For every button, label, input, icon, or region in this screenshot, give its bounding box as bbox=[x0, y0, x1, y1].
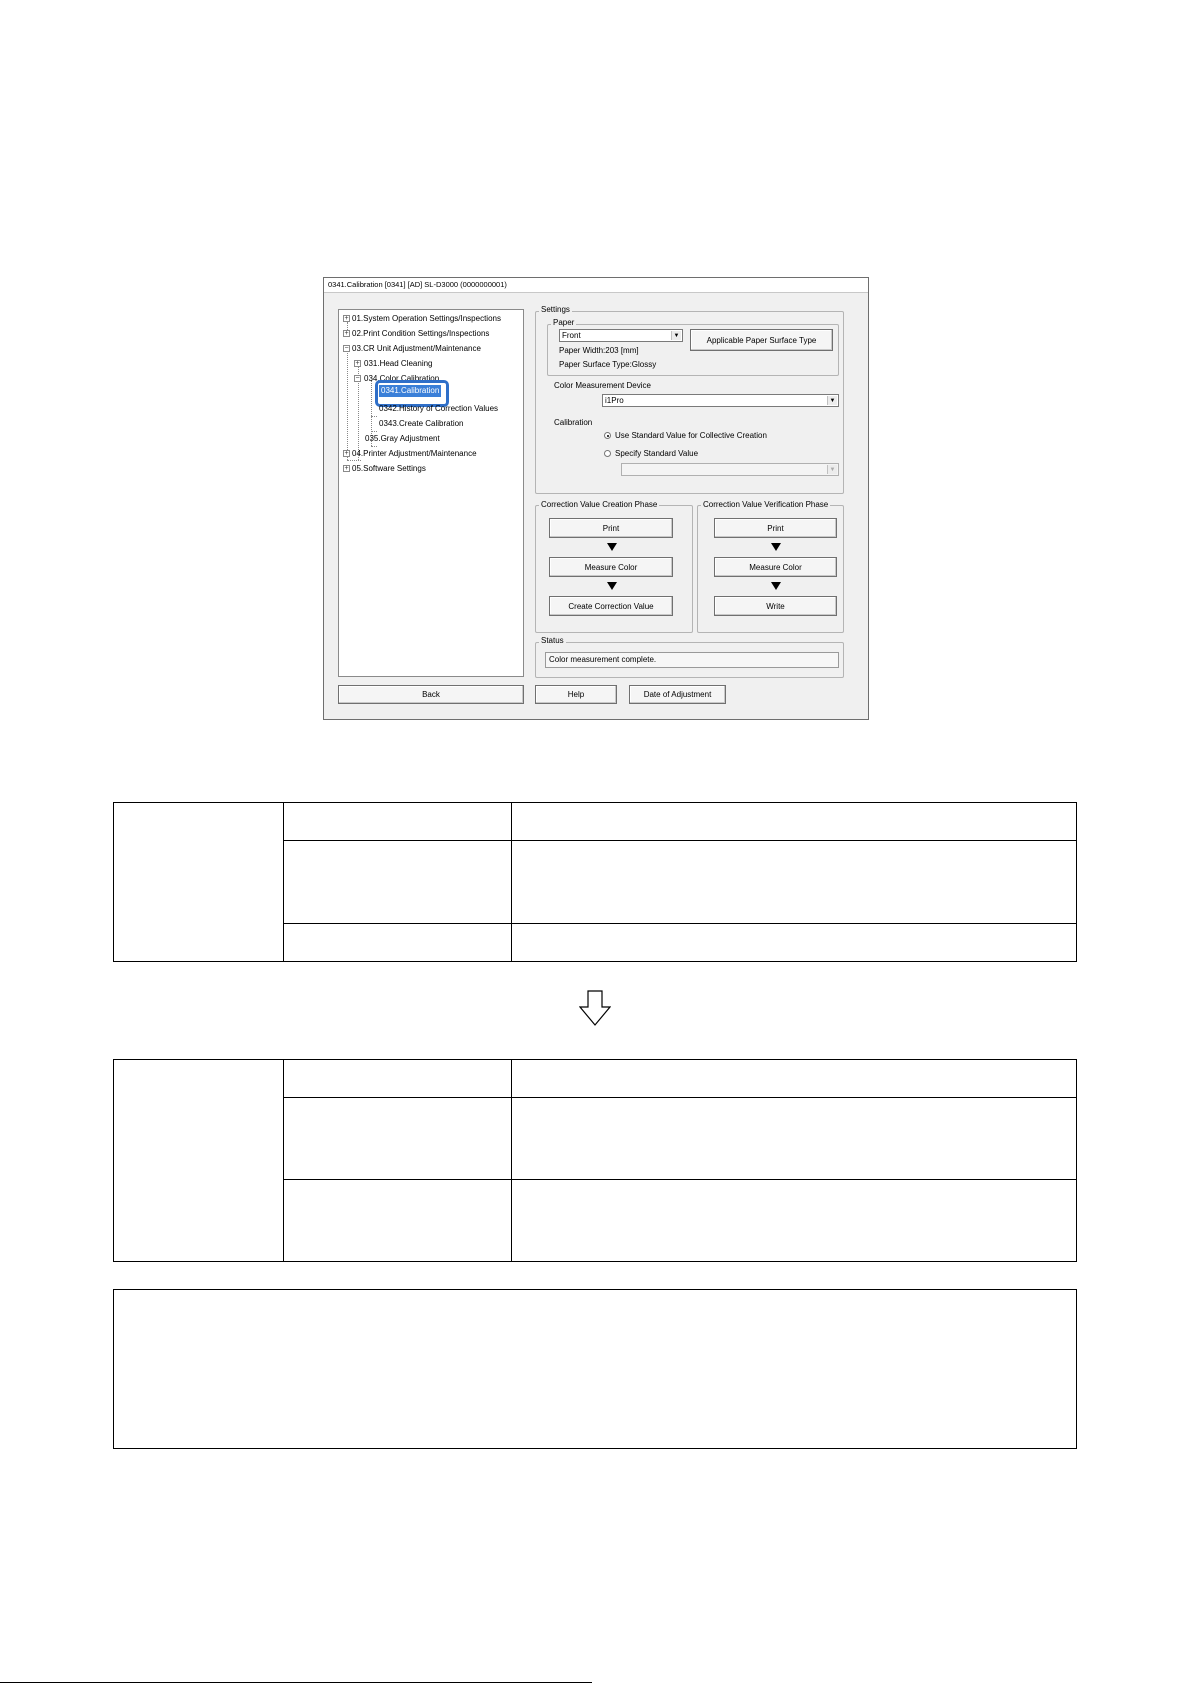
table-cell bbox=[284, 803, 512, 841]
paper-group-label: Paper bbox=[553, 318, 575, 327]
settings-group-label: Settings bbox=[541, 305, 570, 314]
creation-measure-color-button[interactable]: Measure Color bbox=[549, 557, 673, 577]
settings-table-after bbox=[113, 1059, 1077, 1262]
table-cell bbox=[512, 803, 1077, 841]
table-cell bbox=[512, 1180, 1077, 1262]
tree-item-03[interactable]: 03.CR Unit Adjustment/Maintenance bbox=[352, 344, 481, 353]
tree-item-031[interactable]: 031.Head Cleaning bbox=[364, 359, 433, 368]
paper-width-text: Paper Width:203 [mm] bbox=[559, 346, 639, 355]
write-button[interactable]: Write bbox=[714, 596, 837, 616]
verification-measure-color-button[interactable]: Measure Color bbox=[714, 557, 837, 577]
paper-surface-type-text: Paper Surface Type:Glossy bbox=[559, 360, 657, 369]
standard-value-radio-label[interactable]: Use Standard Value for Collective Creation bbox=[615, 431, 767, 440]
tree-item-01[interactable]: 01.System Operation Settings/Inspections bbox=[352, 314, 501, 323]
table-cell bbox=[284, 1180, 512, 1262]
note-box bbox=[113, 1289, 1077, 1449]
expand-icon[interactable]: + bbox=[344, 450, 349, 457]
down-arrow-icon bbox=[579, 990, 611, 1026]
down-arrow-icon bbox=[771, 543, 781, 551]
table-cell bbox=[284, 1098, 512, 1180]
creation-phase-label: Correction Value Creation Phase bbox=[541, 500, 658, 509]
device-value: i1Pro bbox=[605, 396, 624, 405]
collapse-icon[interactable]: − bbox=[344, 345, 349, 352]
expand-icon[interactable]: + bbox=[344, 465, 349, 472]
tree-item-035[interactable]: 035.Gray Adjustment bbox=[365, 434, 440, 443]
table-cell bbox=[284, 924, 512, 962]
window-title: 0341.Calibration [0341] [AD] SL-D3000 (0000000001) bbox=[324, 278, 868, 293]
back-button[interactable]: Back bbox=[338, 685, 524, 704]
status-text-box: Color measurement complete. bbox=[545, 652, 839, 668]
tree-item-04[interactable]: 04.Printer Adjustment/Maintenance bbox=[352, 449, 477, 458]
tree-item-02[interactable]: 02.Print Condition Settings/Inspections bbox=[352, 329, 490, 338]
expand-icon[interactable]: + bbox=[355, 360, 360, 367]
verification-print-button[interactable]: Print bbox=[714, 518, 837, 538]
dropdown-arrow-icon[interactable]: ▼ bbox=[827, 396, 837, 405]
table-cell bbox=[512, 1060, 1077, 1098]
collapse-icon[interactable]: − bbox=[355, 375, 360, 382]
paper-side-value: Front bbox=[562, 331, 581, 340]
specify-standard-value-radio[interactable] bbox=[604, 450, 611, 457]
table-cell bbox=[114, 803, 284, 962]
tree-item-0342[interactable]: 0342.History of Correction Values bbox=[379, 404, 499, 413]
help-button[interactable]: Help bbox=[535, 685, 617, 704]
status-group-label: Status bbox=[541, 636, 564, 645]
down-arrow-icon bbox=[607, 543, 617, 551]
menu-tree[interactable] bbox=[338, 309, 524, 677]
expand-icon[interactable]: + bbox=[344, 315, 349, 322]
color-measurement-device-select[interactable] bbox=[602, 394, 839, 407]
down-arrow-icon bbox=[607, 582, 617, 590]
footer-divider bbox=[0, 1682, 592, 1683]
table-cell bbox=[512, 841, 1077, 924]
table-cell bbox=[512, 924, 1077, 962]
dropdown-arrow-icon[interactable]: ▼ bbox=[671, 331, 681, 340]
calibration-label: Calibration bbox=[554, 418, 593, 427]
specify-standard-value-select bbox=[621, 463, 839, 476]
paper-side-select[interactable] bbox=[559, 329, 683, 342]
tree-item-0341[interactable]: 0341.Calibration bbox=[381, 386, 440, 395]
creation-print-button[interactable]: Print bbox=[549, 518, 673, 538]
table-cell bbox=[114, 1060, 284, 1262]
table-cell bbox=[512, 1098, 1077, 1180]
date-of-adjustment-button[interactable]: Date of Adjustment bbox=[629, 685, 726, 704]
settings-table-before bbox=[113, 802, 1077, 962]
applicable-paper-surface-type-button[interactable]: Applicable Paper Surface Type bbox=[690, 329, 833, 351]
down-arrow-icon bbox=[771, 582, 781, 590]
color-measurement-device-label: Color Measurement Device bbox=[554, 381, 651, 390]
create-correction-value-button[interactable]: Create Correction Value bbox=[549, 596, 673, 616]
calibration-window bbox=[323, 277, 869, 720]
specify-standard-value-radio-label[interactable]: Specify Standard Value bbox=[615, 449, 699, 458]
expand-icon[interactable]: + bbox=[344, 330, 349, 337]
table-cell bbox=[284, 1060, 512, 1098]
tree-item-034[interactable]: 034.Color Calibration bbox=[364, 374, 440, 383]
standard-value-radio[interactable] bbox=[604, 432, 611, 439]
tree-item-05[interactable]: 05.Software Settings bbox=[352, 464, 426, 473]
verification-phase-label: Correction Value Verification Phase bbox=[703, 500, 829, 509]
dropdown-arrow-icon: ▼ bbox=[827, 465, 837, 474]
table-cell bbox=[284, 841, 512, 924]
tree-item-0343[interactable]: 0343.Create Calibration bbox=[379, 419, 464, 428]
